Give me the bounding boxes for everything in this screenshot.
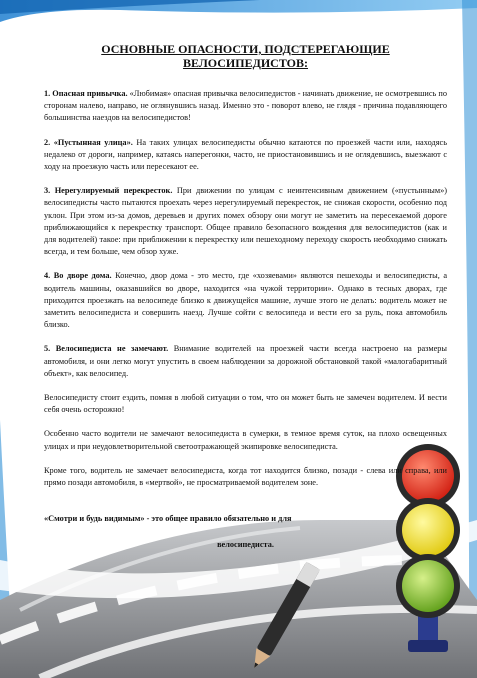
section-text: На таких улицах велосипедисты обычно катаются по проезжей части или, находясь недалеко от дороги, например, катаясь наперегонки, часто, не приостановившись и не оглядевшись, выезжают с ходу на проезжую часть или пересекают ее. <box>44 137 447 172</box>
article <box>44 42 447 552</box>
section-heading: 2. «Пустынная улица». <box>44 137 133 147</box>
page-title <box>44 42 447 70</box>
right-frame <box>462 0 477 678</box>
section-text: При движении по улицам с неинтенсивным движением («пустынным») велосипедисты часто пытаются проехать через нерегулируемый перекресток, не снижая скорости, особенно под уклон. При этом из-за домов, деревьев и других помех обзору они могут не заметить на пересекаемой дороге приближающийся к перекрестку транспорт. Общее правило безопасного вождения для велосипедистов (как и для водителей) такое: при приближении к перекрестку или пешеходному переходу скорость необходимо снижать всегда, и тем больше, чем обзор хуже. <box>44 186 447 257</box>
section-1 <box>44 88 447 125</box>
section-heading: 4. Во дворе дома. <box>44 271 112 281</box>
title-line-1: ОСНОВНЫЕ ОПАСНОСТИ, ПОДСТЕРЕГАЮЩИЕ <box>101 42 390 56</box>
section-5 <box>44 343 447 380</box>
section-text: Конечно, двор дома - это место, где «хозяевами» являются пешеходы и велосипедисты, а водитель машины, оказавшийся во дворе, находится «на чужой территории». Однако в тесных дворах, где приходится проезжать на велосипеде близко к движущейся машине, лучше этого не делать: водитель может не заметить велосипедиста и совершить наезд. Лучше сойти с велосипеда и вести его за руль, пока автомобиль близко. <box>44 271 448 330</box>
paragraph-blind-zone: Кроме того, водитель не замечает велосипедиста, когда тот находится близко, позади - слева или справа, или прямо позади автомобиля, в «мертвой», не просматриваемой водителем зоне. <box>44 465 447 488</box>
title-line-2: ВЕЛОСИПЕДИСТОВ: <box>182 56 309 70</box>
section-heading: 3. Нерегулируемый перекресток. <box>44 186 173 196</box>
slogan-line-1: «Смотри и будь видимым» - это общее правило обязательно и для <box>44 514 292 524</box>
paragraph-caution: Велосипедисту стоит ездить, помня в любой ситуации о том, что он может быть не замечен водителем. И вести себя очень осторожно! <box>44 393 447 415</box>
section-2 <box>44 137 447 174</box>
slogan-line-2: велосипедиста. <box>217 540 274 550</box>
section-heading: 5. Велосипедиста не замечают. <box>44 344 169 354</box>
section-3 <box>44 185 447 258</box>
section-heading: 1. Опасная привычка. <box>44 89 128 98</box>
paragraph-dusk: Особенно часто водители не замечают велосипедиста в сумерки, в темное время суток, на плохо освещенных улицах и при неудовлетворительной светоотражающей экипировке велосипедиста. <box>44 429 447 451</box>
section-text: Внимание водителей на проезжей части всегда настроено на размеры автомобиля, и они легко могут упустить в своем наблюдении за дорожной обстановкой такой «малогабаритный объект», как велосипед. <box>44 344 447 378</box>
section-4 <box>44 270 447 331</box>
section-text: «Любимая» опасная привычка велосипедистов - начинать движение, не осмотревшись по сторонам налево, направо, не оглянувшись назад. Именно это - поворот влево, не глядя - причина подавляющего большинства наездов на велосипедистов! <box>44 89 447 123</box>
